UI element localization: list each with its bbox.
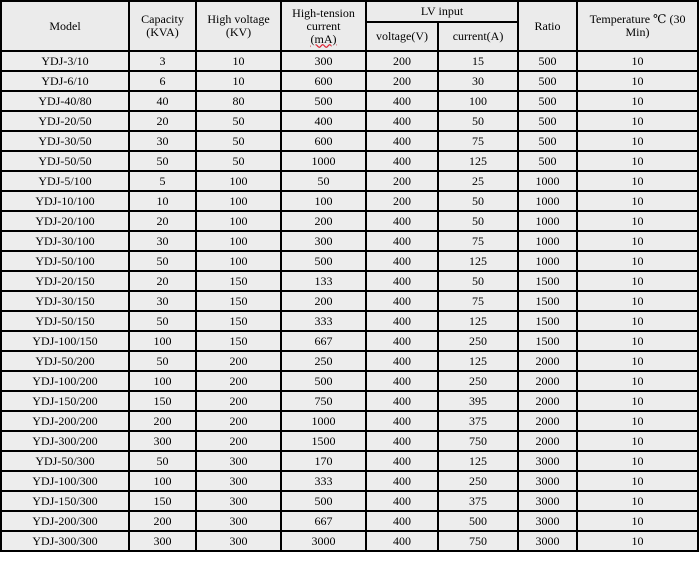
cell-high-voltage: 200 [197,352,280,370]
cell-hv-current: 500 [282,372,365,390]
cell-ratio: 3000 [519,512,576,530]
header-hv-current [282,2,365,50]
cell-temperature: 10 [578,72,697,90]
cell-model: YDJ-200/300 [2,512,128,530]
cell-ratio: 1500 [519,292,576,310]
cell-capacity: 300 [130,432,195,450]
cell-ratio: 3000 [519,452,576,470]
table-row [2,432,697,450]
cell-lv-voltage: 400 [367,532,437,550]
cell-model: YDJ-3/10 [2,52,128,70]
cell-ratio: 2000 [519,372,576,390]
cell-lv-voltage: 400 [367,332,437,350]
cell-capacity: 40 [130,92,195,110]
cell-hv-current: 3000 [282,532,365,550]
cell-ratio: 500 [519,92,576,110]
cell-capacity: 50 [130,252,195,270]
cell-lv-current: 15 [439,52,517,70]
cell-hv-current: 1500 [282,432,365,450]
cell-high-voltage: 300 [197,512,280,530]
cell-lv-current: 750 [439,432,517,450]
cell-capacity: 20 [130,212,195,230]
cell-capacity: 20 [130,112,195,130]
cell-ratio: 1000 [519,172,576,190]
cell-high-voltage: 50 [197,132,280,150]
table-row [2,492,697,510]
cell-model: YDJ-100/150 [2,332,128,350]
cell-capacity: 3 [130,52,195,70]
cell-lv-voltage: 400 [367,132,437,150]
cell-capacity: 50 [130,452,195,470]
cell-lv-current: 125 [439,312,517,330]
cell-capacity: 150 [130,392,195,410]
header-hv-current-unit: (mA) [310,31,337,46]
cell-hv-current: 300 [282,232,365,250]
cell-high-voltage: 100 [197,192,280,210]
cell-hv-current: 170 [282,452,365,470]
cell-temperature: 10 [578,232,697,250]
cell-hv-current: 333 [282,312,365,330]
cell-lv-current: 75 [439,232,517,250]
cell-high-voltage: 10 [197,52,280,70]
cell-temperature: 10 [578,132,697,150]
cell-temperature: 10 [578,52,697,70]
cell-high-voltage: 50 [197,152,280,170]
cell-lv-voltage: 400 [367,312,437,330]
cell-lv-current: 250 [439,332,517,350]
cell-temperature: 10 [578,312,697,330]
header-hv-current-label: High-tension current [292,5,355,33]
cell-ratio: 1500 [519,312,576,330]
cell-model: YDJ-300/300 [2,532,128,550]
cell-capacity: 100 [130,472,195,490]
cell-ratio: 2000 [519,432,576,450]
cell-capacity: 30 [130,132,195,150]
cell-lv-current: 50 [439,192,517,210]
cell-high-voltage: 100 [197,252,280,270]
cell-lv-voltage: 400 [367,452,437,470]
cell-lv-current: 30 [439,72,517,90]
table-row [2,72,697,90]
cell-capacity: 200 [130,412,195,430]
cell-lv-current: 50 [439,212,517,230]
cell-capacity: 30 [130,292,195,310]
cell-temperature: 10 [578,432,697,450]
cell-lv-voltage: 400 [367,412,437,430]
cell-temperature: 10 [578,292,697,310]
cell-high-voltage: 10 [197,72,280,90]
cell-high-voltage: 200 [197,412,280,430]
cell-lv-voltage: 400 [367,232,437,250]
table-row [2,252,697,270]
cell-lv-voltage: 400 [367,512,437,530]
cell-high-voltage: 200 [197,432,280,450]
cell-lv-current: 375 [439,492,517,510]
table-row [2,272,697,290]
cell-hv-current: 333 [282,472,365,490]
cell-ratio: 2000 [519,352,576,370]
cell-capacity: 300 [130,532,195,550]
cell-lv-current: 125 [439,252,517,270]
cell-lv-current: 50 [439,112,517,130]
cell-high-voltage: 150 [197,292,280,310]
cell-high-voltage: 300 [197,492,280,510]
cell-capacity: 100 [130,332,195,350]
cell-hv-current: 50 [282,172,365,190]
table-row [2,292,697,310]
cell-lv-voltage: 200 [367,172,437,190]
cell-high-voltage: 100 [197,172,280,190]
cell-lv-current: 50 [439,272,517,290]
table-body [2,52,697,550]
cell-lv-voltage: 200 [367,72,437,90]
header-ratio: Ratio [519,2,576,50]
cell-hv-current: 667 [282,512,365,530]
table-row [2,412,697,430]
cell-lv-voltage: 400 [367,112,437,130]
cell-lv-current: 395 [439,392,517,410]
cell-capacity: 50 [130,152,195,170]
table-row [2,512,697,530]
cell-model: YDJ-10/100 [2,192,128,210]
cell-model: YDJ-100/300 [2,472,128,490]
header-temperature: Temperature ℃ (30 Min) [578,2,697,50]
header-lv-input: LV input [367,2,517,21]
cell-lv-voltage: 400 [367,272,437,290]
cell-temperature: 10 [578,152,697,170]
cell-lv-current: 250 [439,472,517,490]
header-capacity: Capacity (KVA) [130,2,195,50]
cell-capacity: 50 [130,312,195,330]
cell-model: YDJ-50/50 [2,152,128,170]
cell-model: YDJ-50/150 [2,312,128,330]
cell-ratio: 3000 [519,492,576,510]
cell-lv-current: 100 [439,92,517,110]
table-row [2,392,697,410]
cell-lv-voltage: 400 [367,212,437,230]
cell-model: YDJ-30/150 [2,292,128,310]
table-row [2,52,697,70]
cell-temperature: 10 [578,532,697,550]
cell-hv-current: 600 [282,72,365,90]
cell-capacity: 10 [130,192,195,210]
table-row [2,312,697,330]
cell-model: YDJ-40/80 [2,92,128,110]
cell-high-voltage: 150 [197,272,280,290]
cell-model: YDJ-300/200 [2,432,128,450]
cell-temperature: 10 [578,472,697,490]
cell-capacity: 6 [130,72,195,90]
cell-temperature: 10 [578,252,697,270]
cell-lv-current: 125 [439,152,517,170]
cell-temperature: 10 [578,512,697,530]
cell-model: YDJ-200/200 [2,412,128,430]
cell-ratio: 3000 [519,472,576,490]
cell-temperature: 10 [578,172,697,190]
cell-lv-current: 375 [439,412,517,430]
table-row [2,192,697,210]
header-high-voltage: High voltage (KV) [197,2,280,50]
cell-ratio: 500 [519,132,576,150]
cell-hv-current: 667 [282,332,365,350]
cell-high-voltage: 150 [197,312,280,330]
cell-model: YDJ-30/100 [2,232,128,250]
cell-model: YDJ-20/150 [2,272,128,290]
cell-high-voltage: 300 [197,452,280,470]
cell-model: YDJ-50/200 [2,352,128,370]
cell-lv-voltage: 400 [367,372,437,390]
cell-lv-voltage: 200 [367,192,437,210]
cell-capacity: 30 [130,232,195,250]
cell-model: YDJ-150/200 [2,392,128,410]
cell-lv-voltage: 200 [367,52,437,70]
cell-temperature: 10 [578,412,697,430]
cell-ratio: 1000 [519,192,576,210]
cell-hv-current: 400 [282,112,365,130]
cell-ratio: 1500 [519,332,576,350]
cell-model: YDJ-30/50 [2,132,128,150]
cell-capacity: 20 [130,272,195,290]
cell-model: YDJ-100/200 [2,372,128,390]
cell-capacity: 200 [130,512,195,530]
cell-hv-current: 500 [282,492,365,510]
cell-capacity: 150 [130,492,195,510]
cell-temperature: 10 [578,112,697,130]
cell-lv-current: 75 [439,132,517,150]
table-row [2,92,697,110]
cell-lv-current: 125 [439,452,517,470]
cell-temperature: 10 [578,452,697,470]
cell-hv-current: 750 [282,392,365,410]
cell-high-voltage: 150 [197,332,280,350]
cell-hv-current: 200 [282,212,365,230]
cell-high-voltage: 100 [197,212,280,230]
cell-high-voltage: 300 [197,532,280,550]
cell-high-voltage: 200 [197,392,280,410]
cell-ratio: 500 [519,72,576,90]
cell-temperature: 10 [578,492,697,510]
cell-lv-current: 250 [439,372,517,390]
table-row [2,532,697,550]
cell-high-voltage: 300 [197,472,280,490]
cell-ratio: 3000 [519,532,576,550]
cell-model: YDJ-6/10 [2,72,128,90]
cell-model: YDJ-20/50 [2,112,128,130]
cell-high-voltage: 100 [197,232,280,250]
header-model: Model [2,2,128,50]
cell-temperature: 10 [578,332,697,350]
cell-hv-current: 500 [282,252,365,270]
cell-ratio: 500 [519,152,576,170]
cell-lv-current: 500 [439,512,517,530]
cell-model: YDJ-20/100 [2,212,128,230]
cell-temperature: 10 [578,212,697,230]
header-lv-voltage: voltage(V) [367,23,437,50]
cell-ratio: 1000 [519,232,576,250]
cell-lv-voltage: 400 [367,472,437,490]
cell-temperature: 10 [578,92,697,110]
cell-capacity: 100 [130,372,195,390]
cell-hv-current: 300 [282,52,365,70]
table-row [2,172,697,190]
cell-ratio: 500 [519,52,576,70]
cell-lv-voltage: 400 [367,492,437,510]
cell-model: YDJ-50/100 [2,252,128,270]
cell-ratio: 1000 [519,252,576,270]
cell-ratio: 2000 [519,412,576,430]
cell-temperature: 10 [578,272,697,290]
cell-hv-current: 133 [282,272,365,290]
table-row [2,212,697,230]
cell-ratio: 500 [519,112,576,130]
table-row [2,332,697,350]
cell-ratio: 2000 [519,392,576,410]
cell-hv-current: 500 [282,92,365,110]
cell-hv-current: 250 [282,352,365,370]
cell-lv-voltage: 400 [367,432,437,450]
cell-lv-voltage: 400 [367,252,437,270]
cell-model: YDJ-150/300 [2,492,128,510]
cell-high-voltage: 200 [197,372,280,390]
cell-lv-current: 750 [439,532,517,550]
cell-ratio: 1500 [519,272,576,290]
table-row [2,472,697,490]
table-row [2,352,697,370]
cell-high-voltage: 50 [197,112,280,130]
cell-high-voltage: 80 [197,92,280,110]
cell-model: YDJ-50/300 [2,452,128,470]
cell-capacity: 50 [130,352,195,370]
cell-lv-voltage: 400 [367,292,437,310]
cell-temperature: 10 [578,392,697,410]
cell-capacity: 5 [130,172,195,190]
cell-lv-voltage: 400 [367,392,437,410]
cell-lv-current: 25 [439,172,517,190]
cell-hv-current: 200 [282,292,365,310]
cell-lv-current: 75 [439,292,517,310]
table-row [2,152,697,170]
table-row [2,452,697,470]
cell-hv-current: 1000 [282,152,365,170]
header-lv-current: current(A) [439,23,517,50]
cell-ratio: 1000 [519,212,576,230]
cell-hv-current: 600 [282,132,365,150]
table-row [2,112,697,130]
table-row [2,372,697,390]
cell-hv-current: 1000 [282,412,365,430]
cell-temperature: 10 [578,192,697,210]
table-row [2,132,697,150]
cell-lv-voltage: 400 [367,92,437,110]
cell-lv-current: 125 [439,352,517,370]
cell-lv-voltage: 400 [367,352,437,370]
cell-temperature: 10 [578,352,697,370]
cell-hv-current: 100 [282,192,365,210]
table-row [2,232,697,250]
cell-model: YDJ-5/100 [2,172,128,190]
cell-temperature: 10 [578,372,697,390]
cell-lv-voltage: 400 [367,152,437,170]
